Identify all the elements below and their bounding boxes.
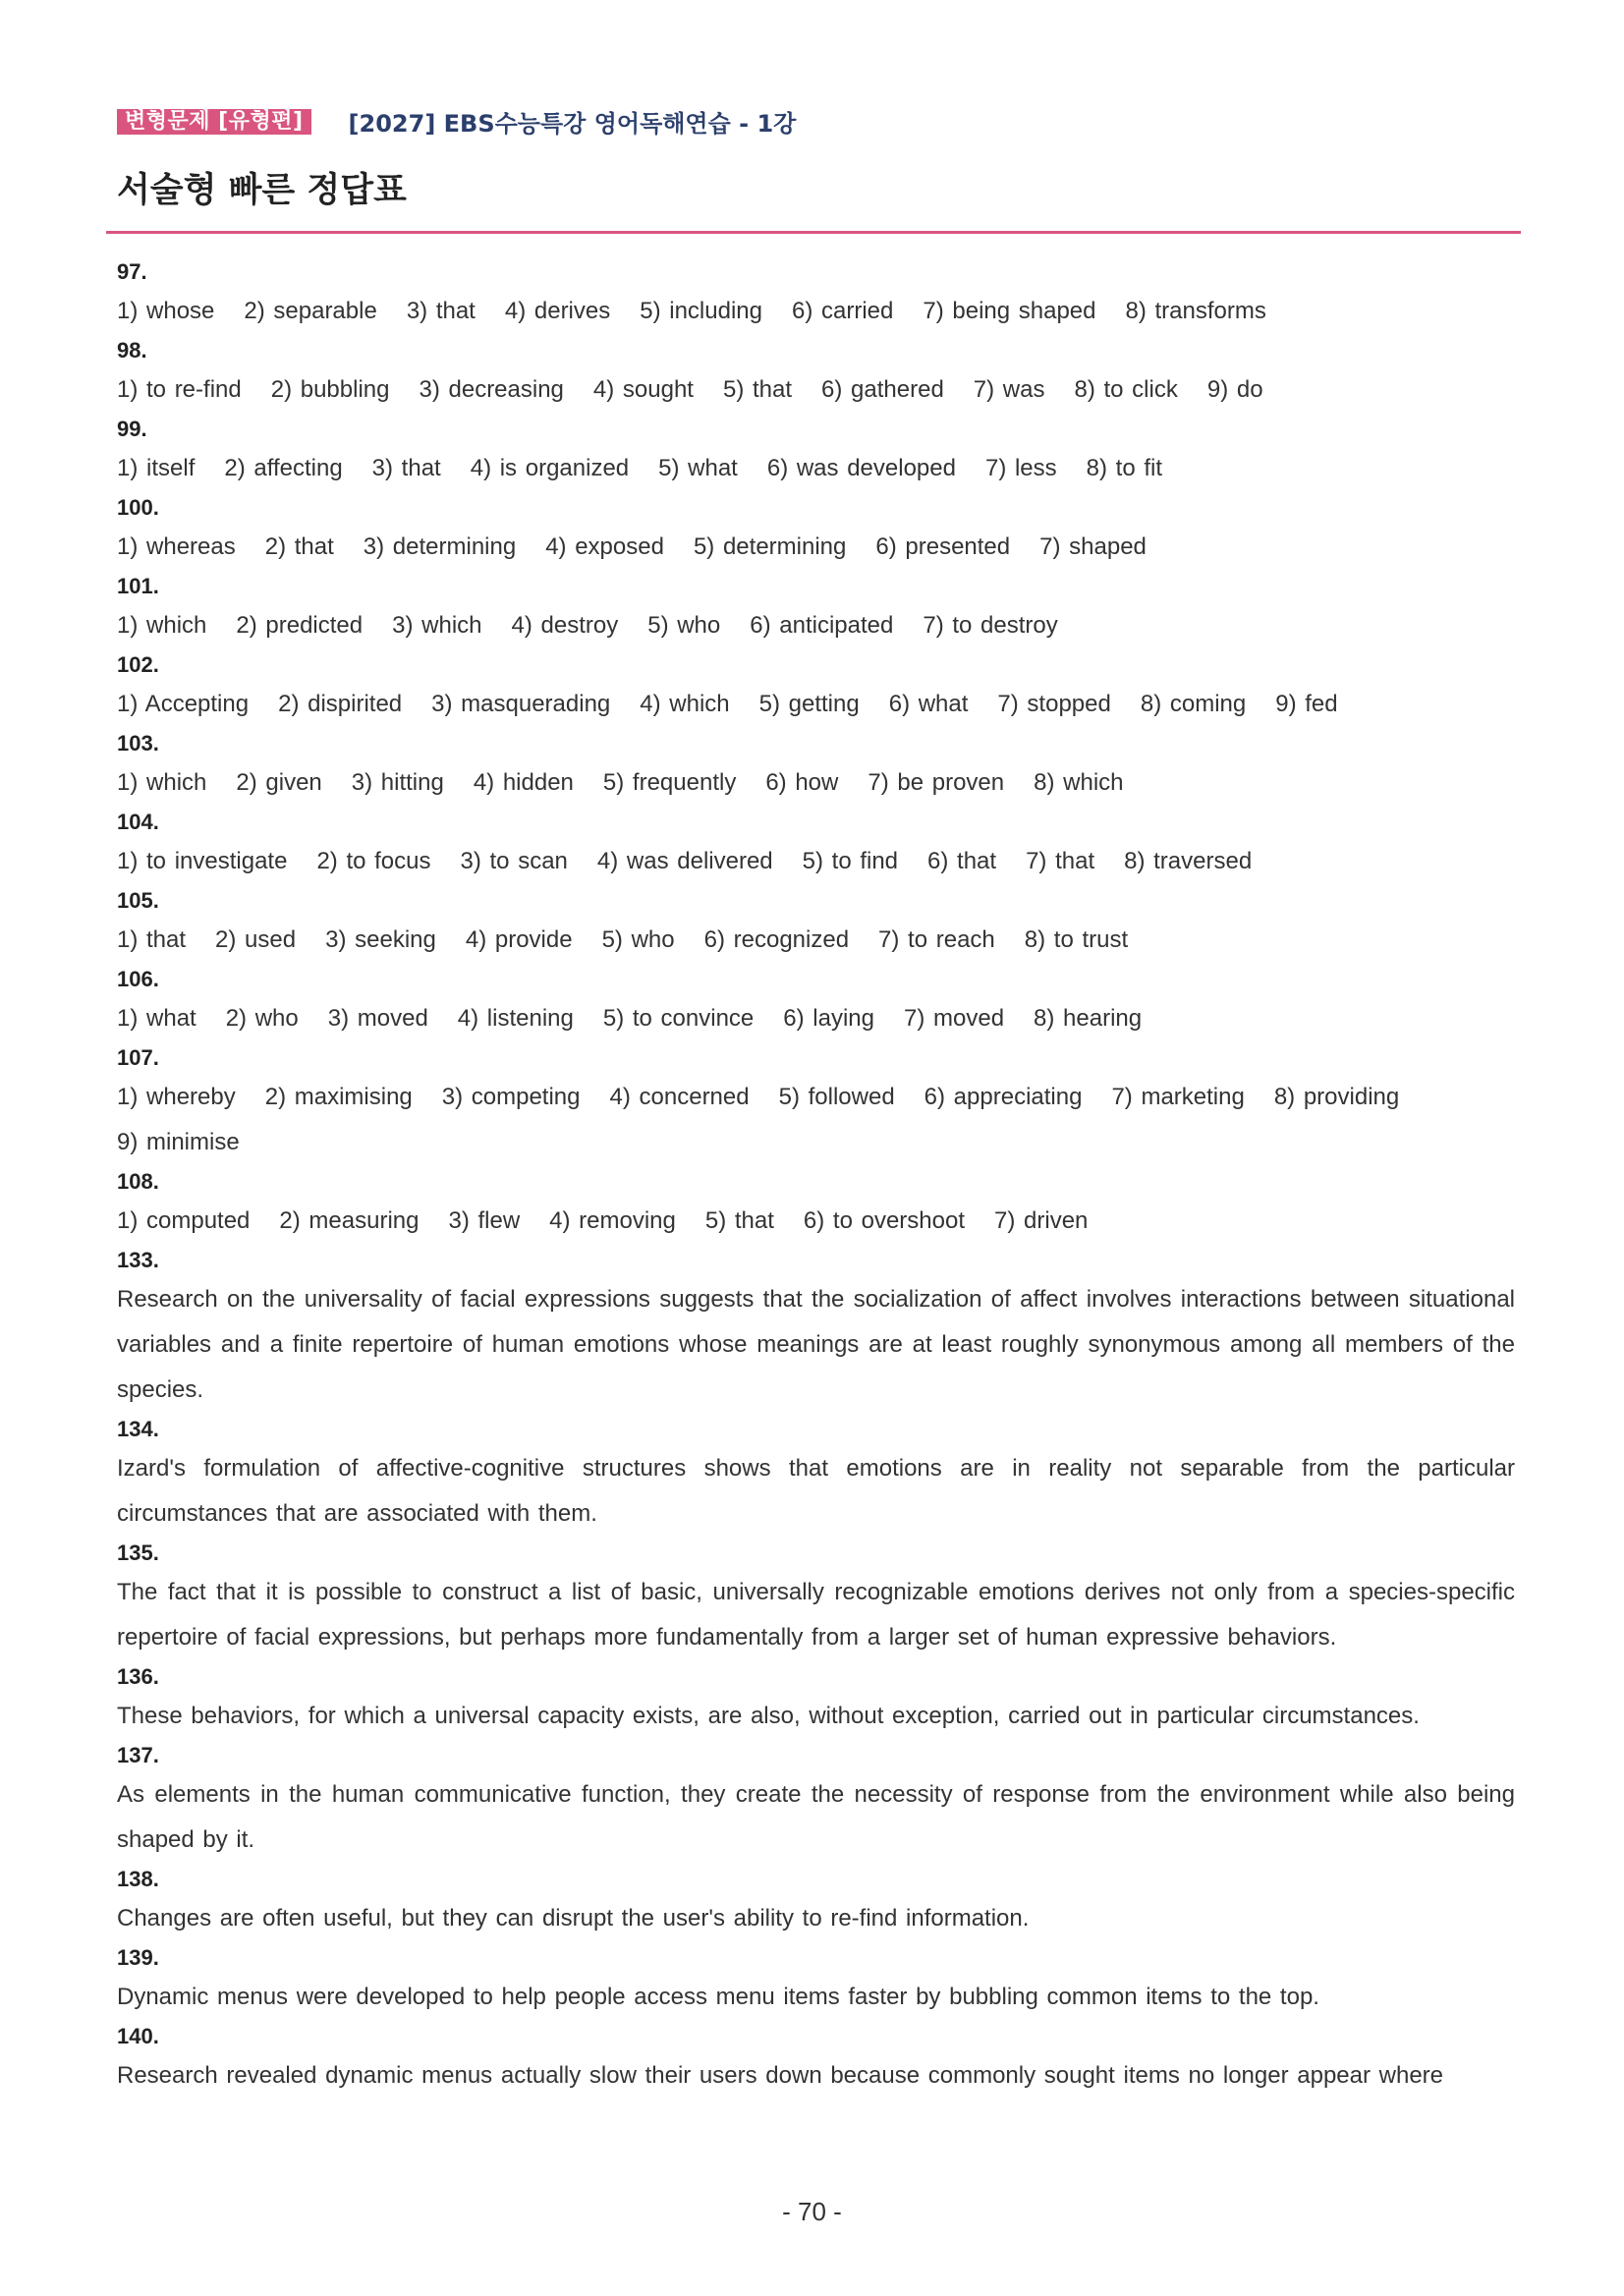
question-number: 138.	[117, 1867, 159, 1891]
answer-item: 2) to focus	[316, 848, 431, 874]
sentence-key-group	[117, 1739, 1515, 1863]
answer-item: 5) including	[640, 298, 762, 324]
sentence-key-group	[117, 1244, 1515, 1413]
question-number: 103.	[117, 731, 159, 756]
answer-items	[117, 446, 1515, 491]
answer-key-group	[117, 570, 1515, 648]
sentence-key-group	[117, 1941, 1515, 2020]
answer-item: 7) moved	[904, 1005, 1005, 1032]
answer-item: 8) traversed	[1124, 848, 1253, 874]
answer-item: 5) frequently	[602, 769, 737, 796]
answer-item: 2) separable	[244, 298, 377, 324]
answer-item: 1) whereas	[117, 533, 236, 560]
answer-item: 5) to convince	[602, 1005, 755, 1032]
answer-item: 6) recognized	[703, 926, 850, 953]
answer-item: 9) do	[1206, 376, 1263, 403]
answer-item: 2) maximising	[264, 1084, 413, 1110]
question-number: 97.	[117, 259, 147, 284]
answer-item: 7) be proven	[868, 769, 1005, 796]
answer-item: 7) marketing	[1111, 1084, 1245, 1110]
answer-key-list	[117, 255, 1515, 1244]
answer-item: 2) that	[264, 533, 334, 560]
answer-item: 2) used	[215, 926, 297, 953]
sentence-key-group	[117, 1863, 1515, 1941]
answer-sentence: Dynamic menus were developed to help people access menu items faster by bubbling common items to the top.	[117, 1984, 1319, 2010]
answer-item: 6) how	[765, 769, 839, 796]
answer-item: 8) providing	[1273, 1084, 1400, 1110]
answer-sentence: The fact that it is possible to construct a list of basic, universally recognizable emotions derives not only from a species-specific repertoire of facial expressions, but perhaps more fundamentally from a larger set of human expressive behaviors.	[117, 1579, 1515, 1651]
answer-item: 5) who	[601, 926, 675, 953]
answer-items	[117, 1075, 1515, 1165]
answer-items	[117, 918, 1515, 963]
answer-item: 7) driven	[994, 1207, 1089, 1234]
question-number: 137.	[117, 1743, 159, 1767]
answer-item: 7) that	[1026, 848, 1095, 874]
page-number: - 70 -	[782, 2197, 842, 2226]
title-divider	[106, 231, 1521, 234]
answer-item: 5) that	[704, 1207, 774, 1234]
answer-key-group	[117, 884, 1515, 963]
question-number: 133.	[117, 1248, 159, 1272]
answer-item: 3) seeking	[325, 926, 436, 953]
answer-items	[117, 760, 1515, 806]
answer-item: 1) Accepting	[117, 691, 250, 717]
answer-sentence: These behaviors, for which a universal capacity exists, are also, without exception, carried out in particular circumstances.	[117, 1703, 1420, 1729]
answer-item: 7) less	[984, 455, 1057, 481]
answer-key-group	[117, 648, 1515, 727]
question-number: 139.	[117, 1945, 159, 1970]
answer-item: 4) exposed	[545, 533, 664, 560]
answer-item: 4) concerned	[609, 1084, 750, 1110]
sentence-key-list	[117, 1244, 1515, 2099]
answer-item: 8) to fit	[1086, 455, 1163, 481]
answer-item: 4) listening	[457, 1005, 574, 1032]
answer-item: 8) to click	[1074, 376, 1178, 403]
answer-item: 7) shaped	[1039, 533, 1147, 560]
answer-item: 1) computed	[117, 1207, 251, 1234]
answer-key-group	[117, 334, 1515, 413]
answer-key-group	[117, 491, 1515, 570]
answer-item: 1) whose	[117, 298, 215, 324]
answer-item: 1) whereby	[117, 1084, 236, 1110]
question-number: 98.	[117, 338, 147, 363]
answer-item: 5) getting	[758, 691, 860, 717]
question-number: 134.	[117, 1417, 159, 1441]
question-number: 99.	[117, 417, 147, 441]
answer-item: 7) was	[973, 376, 1045, 403]
answer-item: 3) masquerading	[431, 691, 611, 717]
answer-item: 4) which	[640, 691, 730, 717]
answer-item: 8) hearing	[1034, 1005, 1143, 1032]
answer-items	[117, 603, 1515, 648]
answer-item: 8) which	[1034, 769, 1124, 796]
answer-item: 4) sought	[592, 376, 694, 403]
answer-key-group	[117, 727, 1515, 806]
answer-sentence: Research on the universality of facial expressions suggests that the socialization of affect involves interactions between situational variables and a finite repertoire of human emotions whose meanings are at least roughly synonymous among all members of the species.	[117, 1286, 1515, 1403]
sentence-key-group	[117, 1660, 1515, 1739]
answer-item: 6) that	[927, 848, 997, 874]
answer-items	[117, 289, 1515, 334]
question-number: 107.	[117, 1045, 159, 1070]
answer-item: 2) predicted	[236, 612, 364, 639]
answer-sentence: Izard's formulation of affective-cognitive structures shows that emotions are in reality not separable from the particular circumstances that are associated with them.	[117, 1455, 1515, 1527]
answer-item: 4) provide	[465, 926, 573, 953]
answer-item: 1) to re-find	[117, 376, 242, 403]
answer-item: 6) what	[888, 691, 969, 717]
answer-item: 7) to reach	[878, 926, 995, 953]
answer-key-group	[117, 413, 1515, 491]
answer-item: 3) determining	[363, 533, 517, 560]
question-number: 108.	[117, 1169, 159, 1194]
answer-item: 9) fed	[1275, 691, 1338, 717]
answer-item: 7) stopped	[997, 691, 1111, 717]
sentence-key-group	[117, 1537, 1515, 1660]
answer-item: 4) is organized	[470, 455, 630, 481]
answer-item: 3) that	[371, 455, 441, 481]
answer-item: 3) that	[406, 298, 476, 324]
answer-item: 1) that	[117, 926, 187, 953]
answer-item: 6) presented	[875, 533, 1011, 560]
question-number: 136.	[117, 1664, 159, 1689]
answer-item: 5) followed	[778, 1084, 895, 1110]
answer-item: 8) coming	[1140, 691, 1247, 717]
answer-item: 3) to scan	[460, 848, 568, 874]
category-tag: 변형문제 [유형편]	[117, 109, 311, 135]
answer-items	[117, 1199, 1515, 1244]
answer-item: 4) hidden	[473, 769, 574, 796]
answer-items	[117, 996, 1515, 1041]
answer-item: 6) carried	[791, 298, 894, 324]
answer-item: 4) removing	[549, 1207, 676, 1234]
answer-item: 5) to find	[802, 848, 899, 874]
series-title: [2027] EBS수능특강 영어독해연습 - 1강	[348, 110, 797, 138]
answer-item: 5) that	[722, 376, 793, 403]
question-number: 102.	[117, 652, 159, 677]
question-number: 106.	[117, 967, 159, 991]
page-header	[117, 104, 796, 139]
answer-sentence: Research revealed dynamic menus actually slow their users down because commonly sought items no longer appear where	[117, 2062, 1444, 2089]
answer-item: 3) hitting	[351, 769, 444, 796]
answer-content	[117, 255, 1515, 2099]
answer-items	[117, 839, 1515, 884]
answer-item: 4) was delivered	[596, 848, 773, 874]
answer-item: 2) bubbling	[270, 376, 390, 403]
sentence-key-group	[117, 1413, 1515, 1537]
sentence-key-group	[117, 2020, 1515, 2099]
answer-item: 3) competing	[441, 1084, 581, 1110]
answer-item: 9) minimise	[117, 1129, 240, 1155]
answer-sentence: As elements in the human communicative function, they create the necessity of response from the environment while also being shaped by it.	[117, 1781, 1515, 1853]
answer-item: 8) transforms	[1125, 298, 1266, 324]
answer-item: 6) anticipated	[750, 612, 894, 639]
answer-key-group	[117, 1041, 1515, 1165]
answer-item: 6) appreciating	[924, 1084, 1083, 1110]
page-title: 서술형 빠른 정답표	[117, 171, 407, 210]
answer-item: 3) flew	[448, 1207, 521, 1234]
answer-item: 2) who	[225, 1005, 299, 1032]
answer-item: 8) to trust	[1024, 926, 1129, 953]
answer-item: 2) affecting	[224, 455, 343, 481]
answer-item: 3) decreasing	[419, 376, 564, 403]
answer-item: 1) to investigate	[117, 848, 288, 874]
answer-sentence: Changes are often useful, but they can disrupt the user's ability to re-find information.	[117, 1905, 1030, 1932]
answer-item: 6) was developed	[766, 455, 956, 481]
answer-item: 1) which	[117, 769, 207, 796]
answer-item: 1) what	[117, 1005, 196, 1032]
question-number: 105.	[117, 888, 159, 913]
answer-item: 6) gathered	[821, 376, 944, 403]
question-number: 104.	[117, 810, 159, 834]
question-number: 140.	[117, 2024, 159, 2048]
answer-key-group	[117, 963, 1515, 1041]
answer-item: 2) measuring	[279, 1207, 420, 1234]
answer-item: 3) which	[392, 612, 482, 639]
answer-key-group	[117, 806, 1515, 884]
answer-item: 2) given	[236, 769, 322, 796]
answer-key-group	[117, 255, 1515, 334]
answer-item: 4) derives	[504, 298, 611, 324]
answer-item: 1) which	[117, 612, 207, 639]
answer-item: 6) to overshoot	[803, 1207, 966, 1234]
question-number: 135.	[117, 1540, 159, 1565]
answer-item: 3) moved	[327, 1005, 428, 1032]
answer-item: 2) dispirited	[278, 691, 403, 717]
answer-item: 4) destroy	[511, 612, 619, 639]
answer-key-group	[117, 1165, 1515, 1244]
answer-item: 5) who	[647, 612, 721, 639]
answer-item: 5) what	[658, 455, 738, 481]
answer-item: 7) to destroy	[923, 612, 1058, 639]
answer-item: 7) being shaped	[923, 298, 1096, 324]
answer-items	[117, 367, 1515, 413]
answer-item: 6) laying	[783, 1005, 874, 1032]
question-number: 101.	[117, 574, 159, 598]
answer-item: 1) itself	[117, 455, 196, 481]
answer-item: 5) determining	[693, 533, 847, 560]
answer-items	[117, 525, 1515, 570]
answer-items	[117, 682, 1515, 727]
question-number: 100.	[117, 495, 159, 520]
